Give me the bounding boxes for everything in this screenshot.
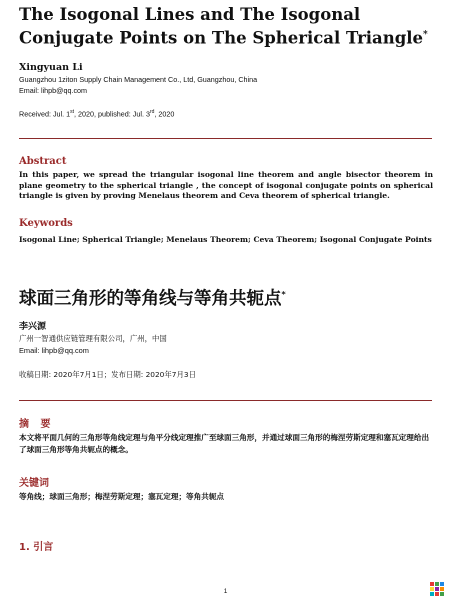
english-author: Xingyuan Li xyxy=(19,62,83,73)
section-divider xyxy=(19,400,432,401)
abstract-text: In this paper, we spread the triangular isogonal line theorem and angle bisector theorem in plane geometry to the spherical triangle , the concept of isogonal conjugate points on spherical triangle is given by proving Menelaus theorem and Ceva theorem of spherical triangle. xyxy=(19,170,433,201)
english-title xyxy=(19,4,439,49)
chinese-keywords-heading: 关键词 xyxy=(19,478,49,489)
received-sup-1: st xyxy=(70,109,75,115)
chinese-abstract-text: 本文将平面几何的三角形等角线定理与角平分线定理推广至球面三角形，并通过球面三角形的梅涅劳斯定理和塞瓦定理给出了球面三角形等角共轭点的概念。 xyxy=(19,433,430,454)
received-suffix: , 2020 xyxy=(154,109,175,119)
section-divider xyxy=(19,138,432,139)
received-sup-2: rd xyxy=(149,109,155,115)
keywords-text: Isogonal Line; Spherical Triangle; Menelaus Theorem; Ceva Theorem; Isogonal Conjugate Points xyxy=(19,235,432,244)
chinese-keywords-text: 等角线；球面三角形；梅涅劳斯定理；塞瓦定理；等角共轭点 xyxy=(19,492,225,501)
chinese-title-footnote-mark: * xyxy=(281,290,286,300)
chinese-title-text: 球面三角形的等角线与等角共轭点 xyxy=(19,289,282,309)
keywords-heading: Keywords xyxy=(19,218,73,229)
chinese-affiliation: 广州一智通供应链管理有限公司，广州，中国 xyxy=(19,334,167,343)
english-affiliation: Guangzhou 1ziton Supply Chain Management Co., Ltd, Guangzhou, China xyxy=(19,75,258,84)
abstract-heading: Abstract xyxy=(19,156,67,167)
colorful-grid-logo-icon xyxy=(430,582,444,596)
english-title-text: The Isogonal Lines and The Isogonal Conjugate Points on The Spherical Triangle xyxy=(19,5,424,48)
chinese-title xyxy=(19,285,286,310)
chinese-received-dates: 收稿日期: 2020年7月1日；发布日期: 2020年7月3日 xyxy=(19,370,196,379)
english-email: Email: lihpb@qq.com xyxy=(19,86,88,95)
page-number: 1 xyxy=(223,588,228,595)
received-prefix: Received: Jul. 1 xyxy=(19,109,71,119)
english-title-footnote-mark: * xyxy=(423,30,428,40)
introduction-heading: 1. 引言 xyxy=(19,542,54,553)
chinese-email: Email: lihpb@qq.com xyxy=(19,346,89,355)
english-received-dates xyxy=(19,109,174,118)
chinese-abstract-heading: 摘 要 xyxy=(19,419,55,430)
received-middle: , 2020, published: Jul. 3 xyxy=(74,109,150,119)
chinese-author: 李兴源 xyxy=(19,322,47,332)
